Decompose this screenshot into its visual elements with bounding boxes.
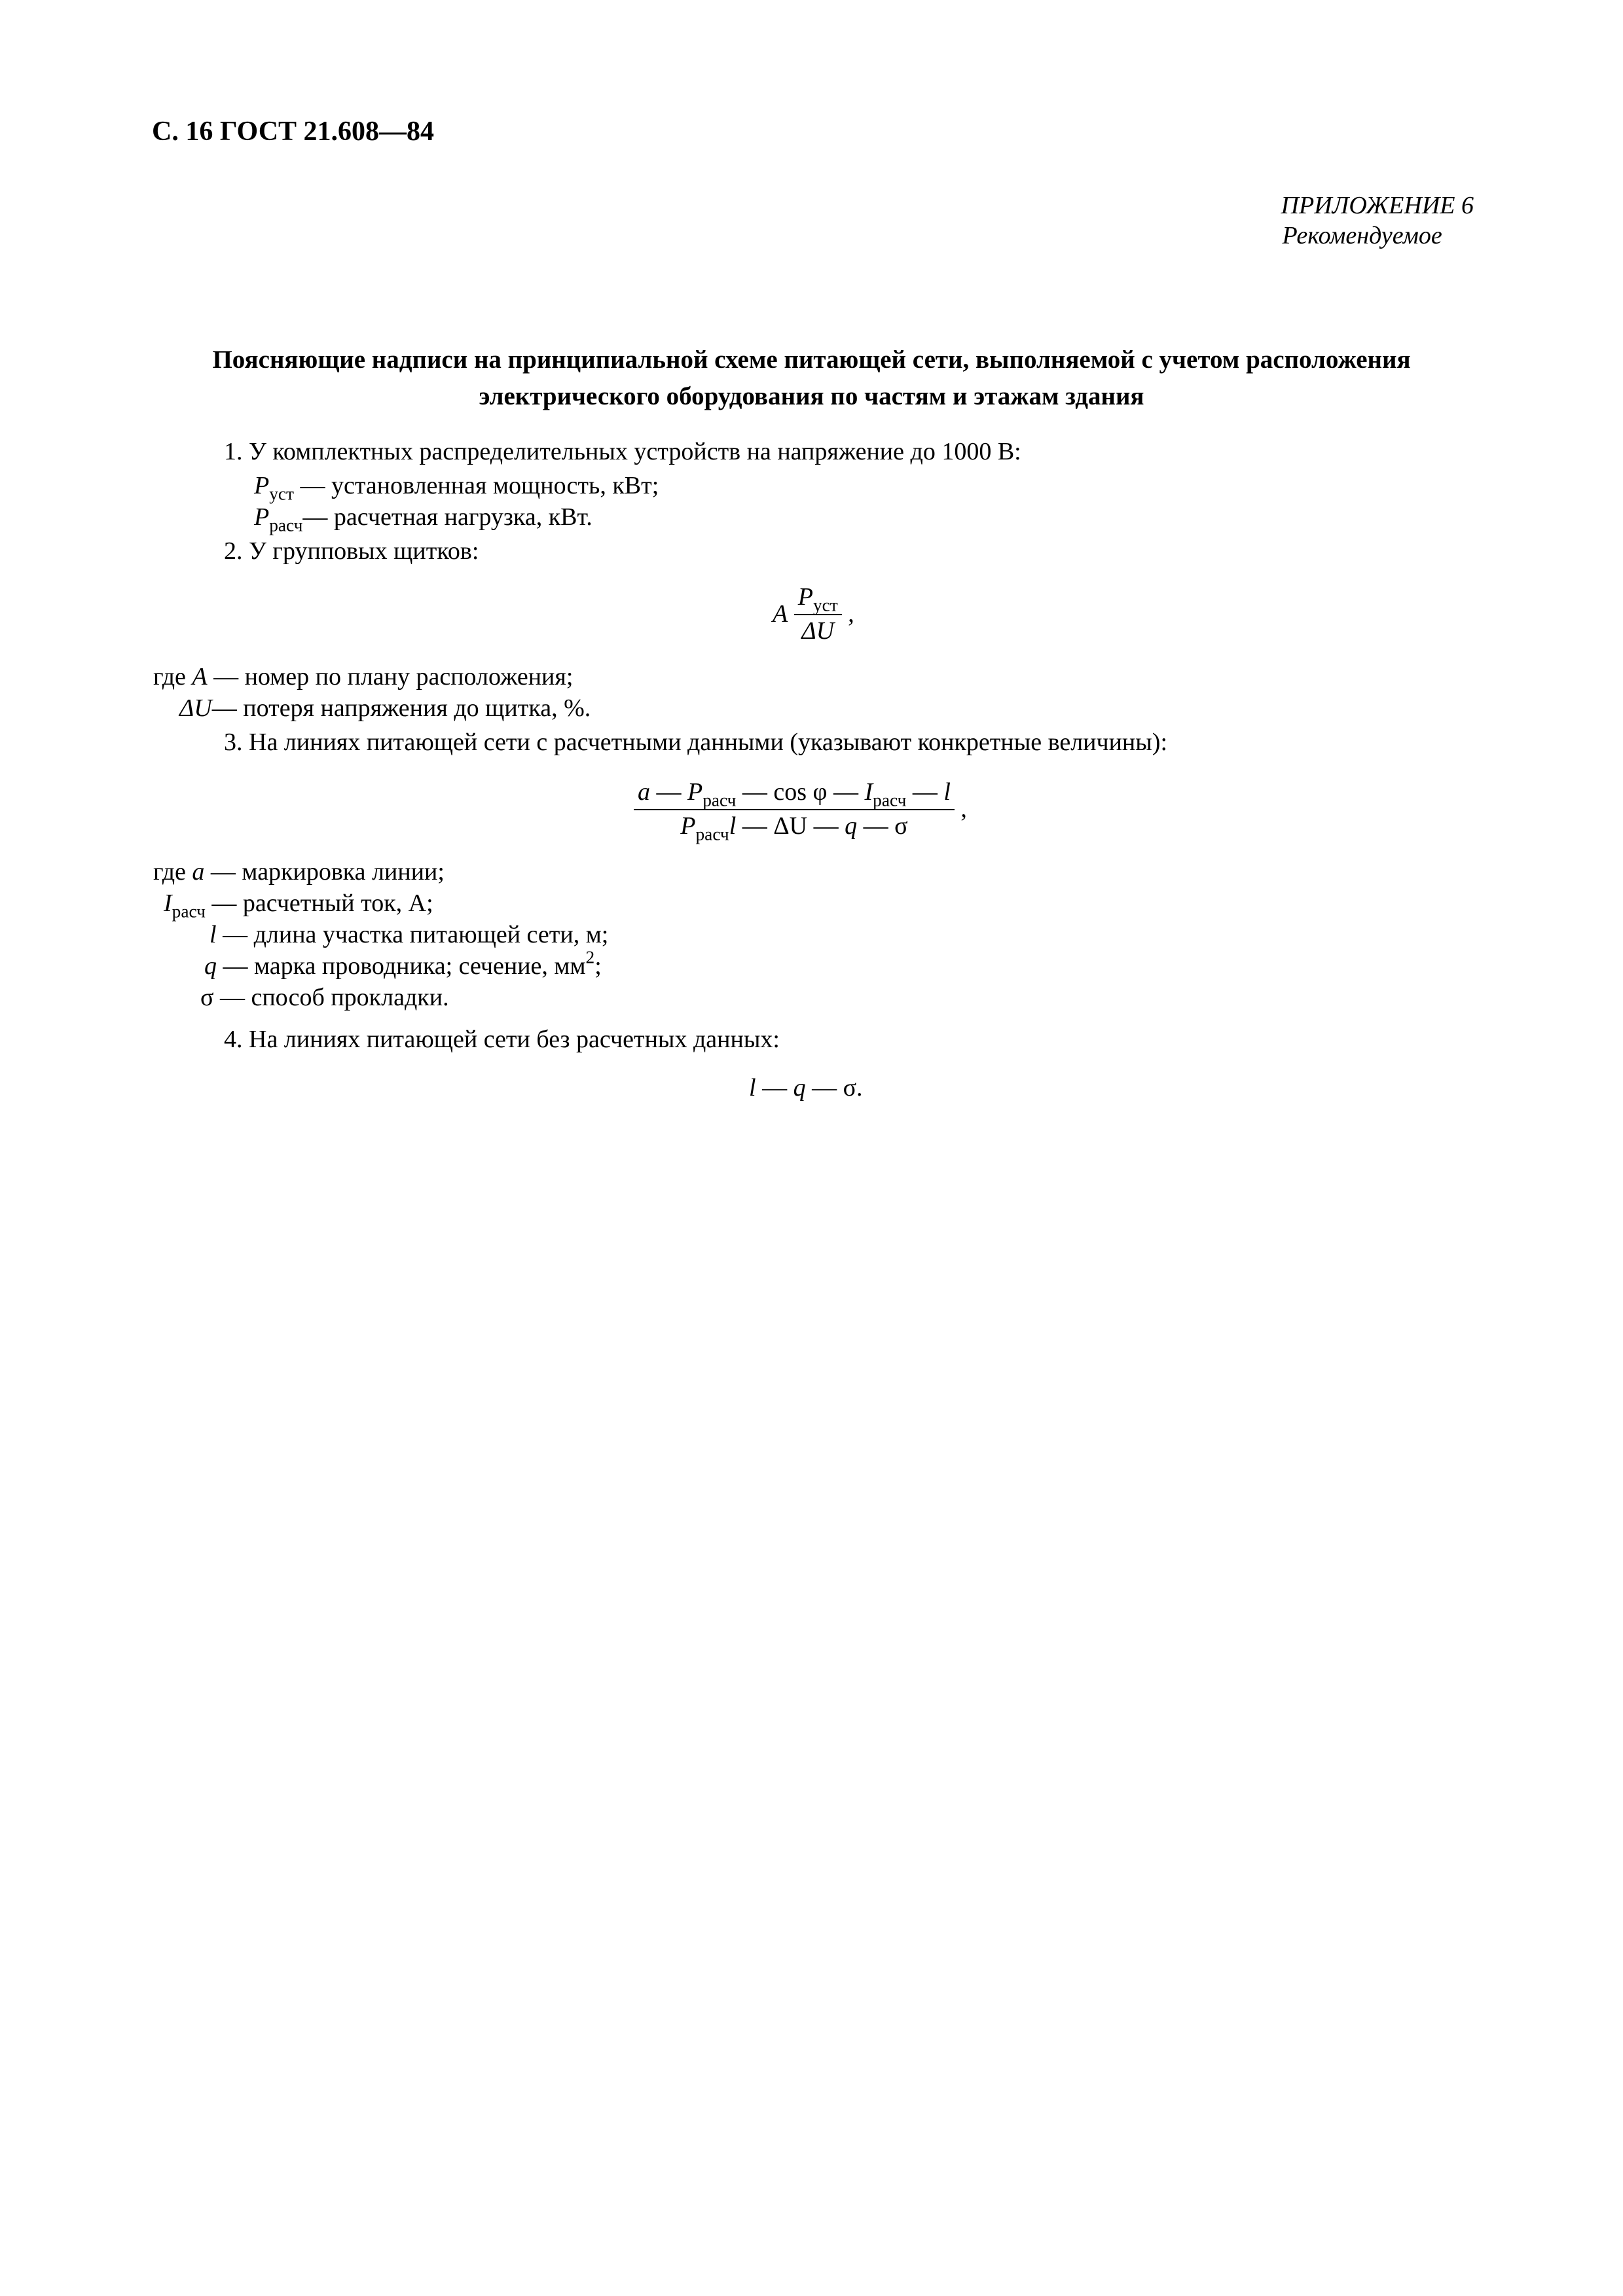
- def-q: [204, 947, 602, 982]
- item-1: 1. У комплектных распределительных устройств на напряжение до 1000 В:: [224, 438, 1021, 465]
- sym-l: l: [749, 1074, 756, 1102]
- formula-1: [773, 583, 854, 646]
- def-i-rasch: [164, 889, 433, 922]
- den-symbol: ΔU: [801, 617, 835, 645]
- appendix-block: [1281, 191, 1474, 251]
- sym-q: q: [793, 1074, 806, 1102]
- def-text: — длина участка питающей сети, м;: [216, 921, 609, 948]
- formula-tail: ,: [841, 600, 854, 628]
- item-4: 4. На линиях питающей сети без расчетных данных:: [224, 1026, 780, 1053]
- subscript: уст: [269, 484, 294, 504]
- def-text: — маркировка линии;: [204, 858, 445, 886]
- sym-l: l: [943, 778, 951, 806]
- item-3: 3. На линиях питающей сети с расчетными данными (указывают конкретные величины):: [224, 728, 1168, 756]
- fraction: [634, 778, 955, 844]
- def-delta-u: [179, 694, 591, 724]
- formula-tail: ,: [954, 795, 967, 823]
- sym-l: l: [729, 812, 737, 840]
- def-text: — потеря напряжения до щитка, %.: [211, 694, 591, 722]
- numerator: [794, 583, 842, 615]
- sym-q: q: [845, 812, 858, 840]
- symbol: A: [192, 663, 208, 691]
- superscript: 2: [585, 947, 595, 967]
- num-subscript: уст: [812, 595, 838, 615]
- subscript: расч: [873, 790, 907, 810]
- sigma: — σ: [857, 812, 908, 840]
- item-2: 2. У групповых щитков:: [224, 537, 479, 565]
- def-p-rasch: [254, 503, 593, 533]
- denominator: [794, 615, 842, 647]
- subscript: расч: [695, 824, 729, 844]
- def-text: — номер по плану расположения;: [207, 663, 574, 691]
- def-a-line: [153, 857, 445, 888]
- sym-i: I: [864, 778, 873, 806]
- def-l: [210, 920, 608, 950]
- def-text: — марка проводника; сечение, мм: [217, 952, 586, 980]
- numerator: [634, 778, 955, 810]
- dash: —: [906, 778, 944, 806]
- def-text: — расчетный ток, А;: [205, 889, 433, 917]
- dash: —: [756, 1074, 793, 1102]
- subscript: расч: [172, 901, 206, 922]
- appendix-status: Рекомендуемое: [1282, 221, 1442, 249]
- symbol: ΔU: [179, 694, 212, 722]
- sym-p: P: [680, 812, 696, 840]
- def-p-ust: [254, 471, 659, 504]
- cos-phi: — cos φ —: [736, 778, 865, 806]
- sigma-end: — σ.: [805, 1074, 863, 1102]
- document-title: Поясняющие надписи на принципиальной схеме питающей сети, выполняемой с учетом расположения электрического оборудования по частям и этажам здания: [212, 346, 1411, 410]
- def-text: — расчетная нагрузка, кВт.: [302, 503, 593, 531]
- page-header: С. 16 ГОСТ 21.608—84: [152, 117, 435, 147]
- prefix: где: [153, 663, 192, 691]
- appendix-label: ПРИЛОЖЕНИЕ 6: [1281, 192, 1474, 219]
- symbol: P: [254, 503, 270, 531]
- dash: —: [650, 778, 687, 806]
- sym-a: a: [638, 778, 650, 806]
- formula-lead: A: [773, 600, 788, 628]
- symbol: P: [254, 472, 270, 499]
- def-text: — способ прокладки.: [213, 984, 449, 1011]
- def-a: [153, 662, 573, 692]
- delta-u: — ΔU —: [736, 812, 845, 840]
- subscript: расч: [269, 515, 303, 535]
- prefix: где: [153, 858, 192, 886]
- num-symbol: P: [797, 583, 813, 611]
- fraction: [794, 583, 842, 646]
- symbol: q: [204, 952, 217, 980]
- formula-2: [634, 778, 967, 844]
- sym-p: P: [687, 778, 703, 806]
- subscript: расч: [702, 790, 737, 810]
- def-sigma: [200, 983, 449, 1013]
- def-text: — установленная мощность, кВт;: [294, 472, 659, 499]
- symbol: a: [192, 858, 205, 886]
- def-text-end: ;: [594, 952, 602, 980]
- formula-3: [749, 1073, 863, 1103]
- denominator: [634, 810, 955, 842]
- symbol: l: [210, 921, 217, 948]
- symbol: σ: [200, 984, 214, 1011]
- symbol: I: [164, 889, 172, 917]
